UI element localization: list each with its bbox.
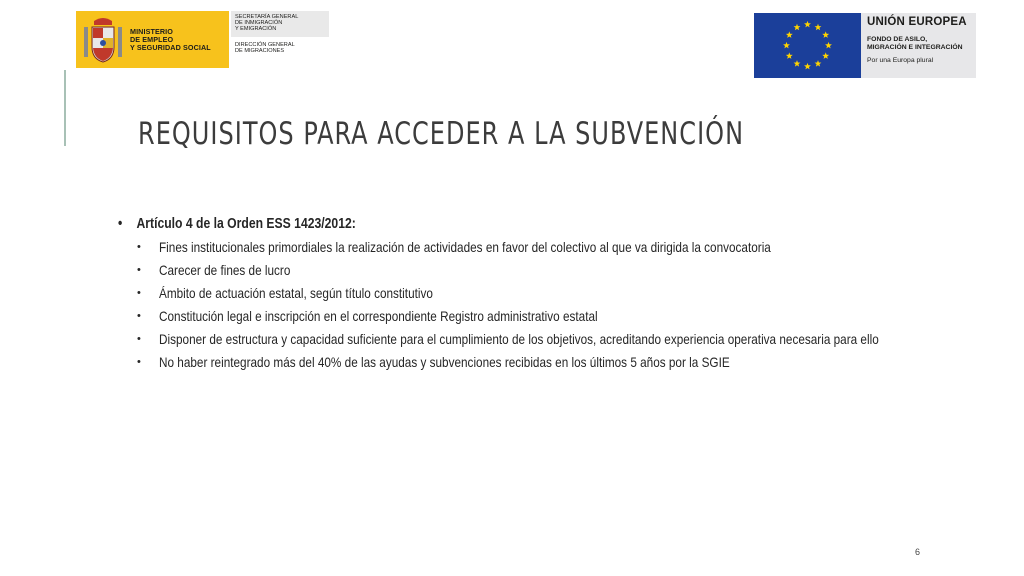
eu-motto: Por una Europa plural — [867, 57, 934, 64]
sub-bullet-text: No haber reintegrado más del 40% de las ayudas y subvenciones recibidas en los últimos 5 años por la SGIE — [159, 354, 730, 370]
eu-text — [861, 13, 967, 78]
accent-line — [64, 70, 66, 146]
ministry-line: DE EMPLEO — [130, 34, 174, 44]
ministry-name — [130, 28, 211, 52]
eu-title: UNIÓN EUROPEA — [867, 16, 967, 28]
sub-bullet-list — [118, 236, 1018, 374]
bullet-marker: • — [137, 356, 141, 368]
sub-bullet-text: Constitución legal e inscripción en el correspondiente Registro administrativo estatal — [159, 308, 598, 324]
direccion-line: DIRECCIÓN GENERAL — [235, 42, 295, 48]
eu-fund-name — [867, 36, 967, 52]
slide-content — [118, 213, 1018, 374]
direccion-line: DE MIGRACIONES — [235, 48, 285, 55]
bullet-marker: • — [118, 216, 123, 232]
main-bullet — [118, 213, 874, 235]
bullet-marker: • — [137, 287, 141, 299]
page-number: 6 — [915, 547, 921, 557]
slide-title: REQUISITOS PARA ACCEDER A LA SUBVENCIÓN — [138, 116, 745, 152]
coat-of-arms-icon — [82, 15, 124, 65]
main-bullet-text: Artículo 4 de la Orden ESS 1423/2012: — [136, 216, 356, 232]
sub-bullet — [118, 259, 1018, 282]
sub-bullet-text: Disponer de estructura y capacidad suficiente para el cumplimiento de los objetivos, acreditando experiencia operativa necesaria para ello — [159, 331, 879, 347]
ministry-departments — [231, 11, 329, 68]
ministry-line: Y SEGURIDAD SOCIAL — [130, 42, 211, 52]
eu-logo — [754, 13, 976, 78]
sub-bullet — [118, 236, 1018, 259]
direccion-general — [231, 37, 329, 66]
ministry-line: MINISTERIO — [130, 26, 173, 36]
bullet-marker: • — [137, 241, 141, 253]
sub-bullet — [118, 328, 1018, 351]
secretaria-line: DE INMIGRACIÓN — [235, 20, 283, 27]
sub-bullet — [118, 351, 1018, 374]
bullet-marker: • — [137, 333, 141, 345]
ministry-logo — [76, 11, 229, 68]
bullet-marker: • — [137, 264, 141, 276]
secretaria-general — [231, 11, 329, 37]
secretaria-line: Y EMIGRACIÓN — [235, 26, 277, 33]
bullet-marker: • — [137, 310, 141, 322]
sub-bullet-text: Fines institucionales primordiales la realización de actividades en favor del colectivo al que va dirigida la convocatoria — [159, 239, 771, 255]
secretaria-line: SECRETARÍA GENERAL — [235, 14, 299, 20]
sub-bullet — [118, 305, 1018, 328]
eu-fund-line: MIGRACIÓN E INTEGRACIÓN — [867, 44, 963, 51]
eu-flag-icon — [754, 13, 861, 78]
sub-bullet-text: Carecer de fines de lucro — [159, 262, 291, 278]
sub-bullet-text: Ámbito de actuación estatal, según título constitutivo — [159, 285, 433, 301]
eu-fund-line: FONDO DE ASILO, — [867, 36, 928, 43]
sub-bullet — [118, 282, 1018, 305]
